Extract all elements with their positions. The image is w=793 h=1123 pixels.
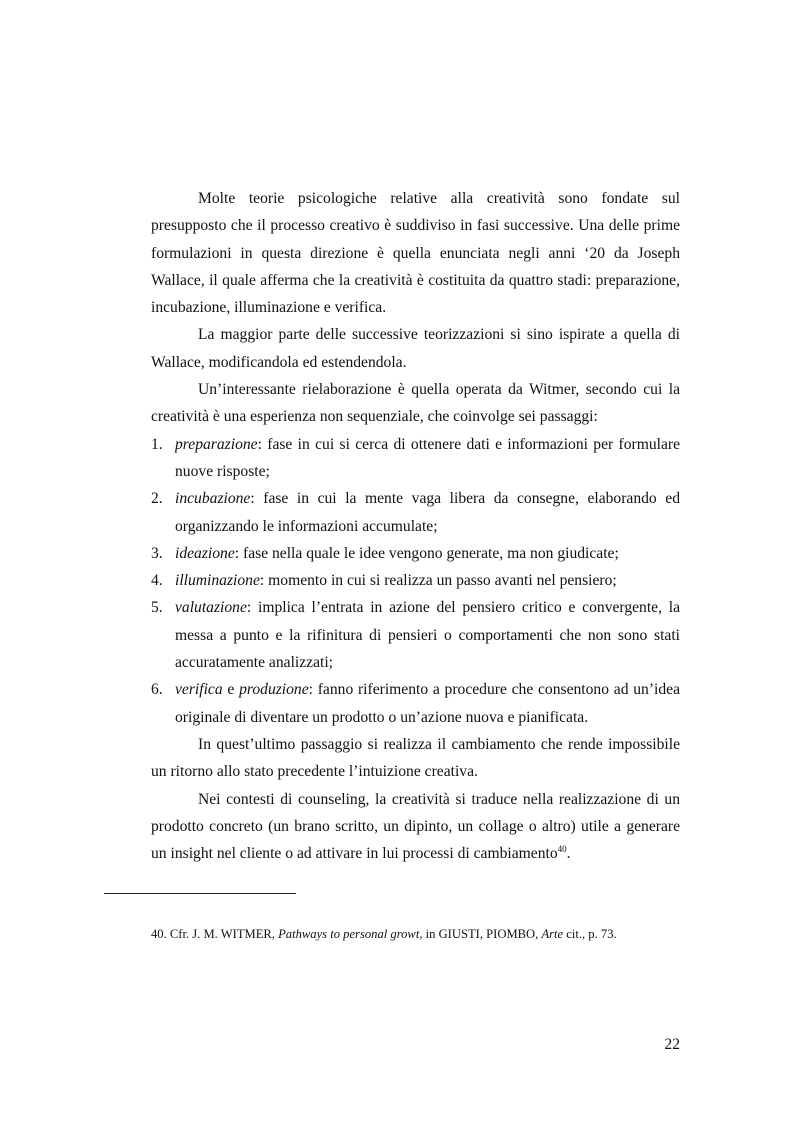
list-term: preparazione bbox=[175, 435, 258, 453]
footnote-lead: 40. Cfr. J. M. WITMER, bbox=[151, 927, 279, 941]
body-text bbox=[151, 185, 680, 867]
paragraph-3: Un’interessante rielaborazione è quella operata da Witmer, secondo cui la creatività è una esperienza non sequenziale, che coinvolge sei passaggi: bbox=[151, 381, 680, 426]
footnote-reference: 40 bbox=[557, 844, 567, 855]
list-item bbox=[151, 594, 680, 676]
footnote-work: Arte bbox=[541, 927, 564, 941]
paragraph-5 bbox=[151, 786, 680, 868]
list-number: 1. bbox=[151, 435, 163, 453]
paragraph-5-text: Nei contesti di counseling, la creatività si traduce nella realizzazione di un prodotto concreto (un brano scritto, un dipinto, un collage o altro) utile a generare un insight nel cliente o ad attivare in lui processi di cambiamento bbox=[151, 790, 680, 863]
list-term: verifica bbox=[175, 681, 223, 699]
footnote-title: Pathways to personal growt, bbox=[278, 927, 423, 941]
list-number: 5. bbox=[151, 599, 163, 617]
list-description: : fase in cui si cerca di ottenere dati e informazioni per formulare nuove risposte; bbox=[175, 435, 680, 480]
list-term-2: produzione bbox=[239, 681, 309, 699]
list-description: : fase in cui la mente vaga libera da consegne, elaborando ed organizzando le informazioni accumulate; bbox=[175, 490, 680, 535]
list-description: : implica l’entrata in azione del pensiero critico e convergente, la messa a punto e la rifinitura di pensieri o comportamenti che non sono stati accuratamente analizzati; bbox=[175, 599, 680, 672]
list-term: ideazione bbox=[175, 544, 235, 562]
list-description: : fanno riferimento a procedure che consentono ad un’idea originale di diventare un prodotto o un’azione nuova e pianificata. bbox=[175, 681, 680, 726]
page-number: 22 bbox=[664, 1036, 680, 1053]
footnote-mid: in GIUSTI, PIOMBO, bbox=[422, 927, 542, 941]
phases-list bbox=[151, 431, 680, 731]
footnote-tail: cit., p. 73. bbox=[563, 927, 617, 941]
paragraph-1: Molte teorie psicologiche relative alla creatività sono fondate sul presupposto che il processo creativo è suddiviso in fasi successive. Una delle prime formulazioni in questa direzione è quella enunciata negli anni ‘20 da Joseph Wallace, il quale afferma che la creatività è costituita da quattro stadi: preparazione, incubazione, illuminazione e verifica. bbox=[151, 190, 680, 317]
list-connector: e bbox=[222, 681, 240, 699]
list-description: : fase nella quale le idee vengono generate, ma non giudicate; bbox=[234, 544, 619, 562]
list-number: 4. bbox=[151, 572, 163, 590]
paragraph-5-end: . bbox=[566, 845, 571, 863]
paragraph-2: La maggior parte delle successive teorizzazioni si sino ispirate a quella di Wallace, modificandola ed estendendola. bbox=[151, 326, 680, 371]
list-term: valutazione bbox=[175, 599, 247, 617]
paragraph-4: In quest’ultimo passaggio si realizza il cambiamento che rende impossibile un ritorno allo stato precedente l’intuizione creativa. bbox=[151, 735, 680, 781]
list-item bbox=[151, 431, 680, 486]
footnote-separator bbox=[104, 893, 296, 894]
footnote bbox=[151, 922, 671, 948]
list-item bbox=[151, 676, 680, 731]
list-term: incubazione bbox=[175, 490, 251, 508]
list-description: : momento in cui si realizza un passo avanti nel pensiero; bbox=[259, 572, 617, 590]
list-number: 3. bbox=[151, 544, 163, 562]
list-item bbox=[151, 540, 680, 567]
list-number: 2. bbox=[151, 490, 163, 508]
list-term: illuminazione bbox=[175, 572, 260, 590]
list-item bbox=[151, 485, 680, 540]
list-item bbox=[151, 567, 680, 594]
list-number: 6. bbox=[151, 681, 163, 699]
